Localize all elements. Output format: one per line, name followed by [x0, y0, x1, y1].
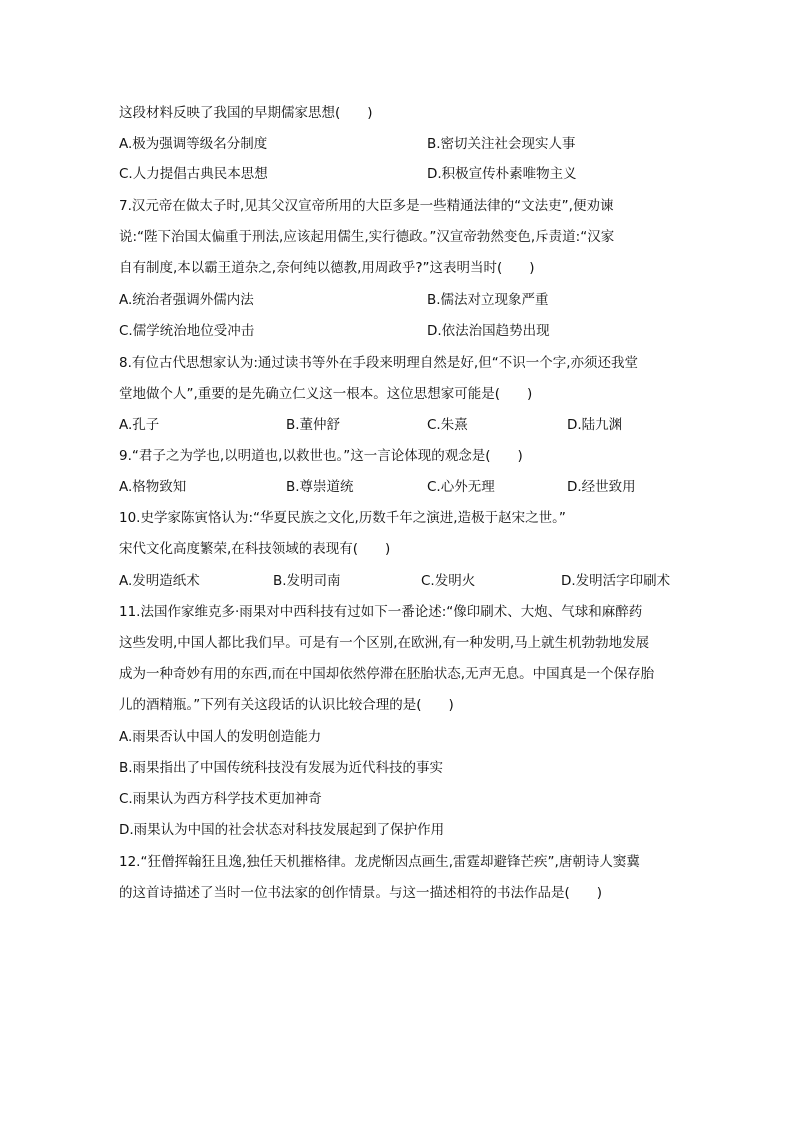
- question-11-line-3: 成为一种奇妙有用的东西,而在中国却依然停滞在胚胎状态,无声无息。中国真是一个保存胎: [119, 666, 655, 682]
- question-7-line-1: 7.汉元帝在做太子时,见其父汉宣帝所用的大臣多是一些精通法律的“文法吏”,便劝谏: [119, 198, 614, 214]
- q8-option-b: B.董仲舒: [286, 417, 341, 433]
- question-11-line-1: 11.法国作家维克多·雨果对中西科技有过如下一番论述:“像印刷术、大炮、气球和麻醉药: [119, 604, 643, 620]
- question-stem: 这段材料反映了我国的早期儒家思想( ): [119, 105, 373, 121]
- q10-option-c: C.发明火: [421, 573, 476, 589]
- q8-option-d: D.陆九渊: [567, 417, 623, 433]
- q10-option-b: B.发明司南: [273, 573, 341, 589]
- q7-option-c: C.儒学统治地位受冲击: [119, 323, 255, 339]
- question-9-line-1: 9.“君子之为学也,以明道也,以救世也。”这一言论体现的观念是( ): [119, 448, 523, 464]
- q7-option-b: B.儒法对立现象严重: [427, 292, 549, 308]
- question-11-line-2: 这些发明,中国人都比我们早。可是有一个区别,在欧洲,有一种发明,马上就生机勃勃地发展: [119, 635, 650, 651]
- q11-option-b: B.雨果指出了中国传统科技没有发展为近代科技的事实: [119, 760, 444, 776]
- q11-option-c: C.雨果认为西方科学技术更加神奇: [119, 791, 322, 807]
- q9-option-c: C.心外无理: [427, 479, 495, 495]
- q8-option-a: A.孔子: [119, 417, 160, 433]
- question-12-line-2: 的这首诗描述了当时一位书法家的创作情景。与这一描述相符的书法作品是( ): [119, 885, 603, 901]
- q8-option-c: C.朱熹: [427, 417, 468, 433]
- q11-option-a: A.雨果否认中国人的发明创造能力: [119, 729, 322, 745]
- question-10-line-1: 10.史学家陈寅恪认为:“华夏民族之文化,历数千年之演进,造极于赵宋之世。”: [119, 510, 566, 526]
- option-b: B.密切关注社会现实人事: [427, 136, 576, 152]
- q10-option-a: A.发明造纸术: [119, 573, 200, 589]
- question-7-line-3: 自有制度,本以霸王道杂之,奈何纯以德教,用周政乎?”这表明当时( ): [119, 260, 535, 276]
- question-8-line-1: 8.有位古代思想家认为:通过读书等外在手段来明理自然是好,但“不识一个字,亦须还我堂: [119, 355, 639, 371]
- question-12-line-1: 12.“狂僧挥翰狂且逸,独任天机摧格律。龙虎惭因点画生,雷霆却避锋芒疾”,唐朝诗人窦冀: [119, 854, 640, 870]
- option-a: A.极为强调等级名分制度: [119, 136, 268, 152]
- q11-option-d: D.雨果认为中国的社会状态对科技发展起到了保护作用: [119, 822, 445, 838]
- q9-option-d: D.经世致用: [567, 479, 636, 495]
- question-11-line-4: 儿的酒精瓶。”下列有关这段话的认识比较合理的是( ): [119, 697, 454, 713]
- option-d: D.积极宣传朴素唯物主义: [427, 166, 577, 182]
- question-8-line-2: 堂地做个人”,重要的是先确立仁义这一根本。这位思想家可能是( ): [119, 386, 533, 402]
- question-10-line-2: 宋代文化高度繁荣,在科技领域的表现有( ): [119, 541, 391, 557]
- q10-option-d: D.发明活字印刷术: [561, 573, 671, 589]
- option-c: C.人力提倡古典民本思想: [119, 166, 268, 182]
- q7-option-a: A.统治者强调外儒内法: [119, 292, 254, 308]
- q9-option-a: A.格物致知: [119, 479, 187, 495]
- q7-option-d: D.依法治国趋势出现: [427, 323, 550, 339]
- q9-option-b: B.尊崇道统: [286, 479, 354, 495]
- question-7-line-2: 说:“陛下治国太偏重于刑法,应该起用儒生,实行德政。”汉宣帝勃然变色,斥责道:“汉家: [119, 229, 615, 245]
